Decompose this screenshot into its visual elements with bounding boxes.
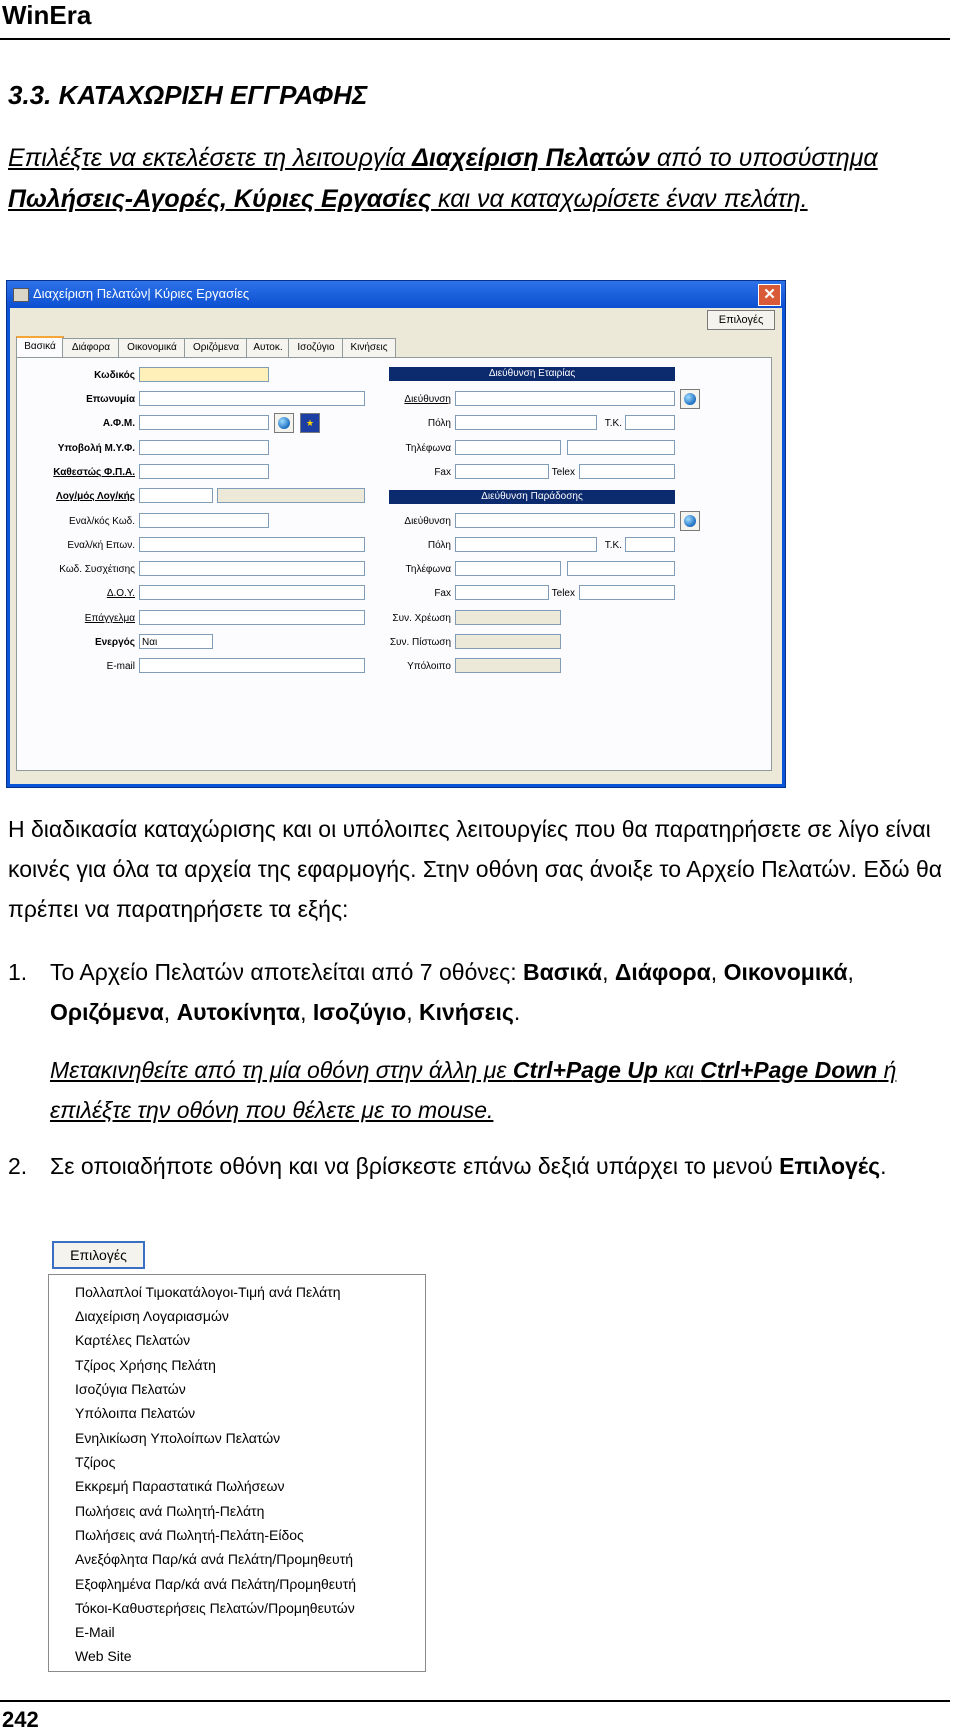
vat-lookup-globe-icon[interactable]	[274, 413, 294, 433]
company-address-header: Διεύθυνση Εταιρίας	[389, 367, 675, 381]
menu-item-email[interactable]: E-Mail	[75, 1624, 115, 1640]
list-item-2-number: 2.	[8, 1153, 28, 1179]
menu-item-interest-delays[interactable]: Τόκοι-Καθυστερήσεις Πελατών/Προμηθευτών	[75, 1600, 355, 1616]
label-company-address: Διεύθυνση	[404, 394, 451, 405]
footer-rule	[0, 1700, 950, 1702]
list-item-1	[8, 952, 950, 1036]
page-number: 242	[2, 1707, 39, 1732]
account-field[interactable]	[139, 488, 213, 503]
delivery-address-header: Διεύθυνση Παράδοσης	[389, 490, 675, 504]
menu-item-balances[interactable]: Υπόλοιπα Πελατών	[75, 1405, 196, 1421]
label-delivery-telex: Telex	[551, 588, 575, 599]
account-description-field	[217, 488, 365, 503]
label-vat-status: Καθεστώς Φ.Π.Α.	[53, 467, 135, 478]
relation-code-field[interactable]	[139, 561, 365, 576]
delivery-city-field[interactable]	[455, 537, 597, 552]
label-company-telex: Telex	[551, 467, 575, 478]
options-menu-button[interactable]: Επιλογές	[52, 1241, 145, 1269]
tab-financial[interactable]: Οικονομικά	[118, 338, 186, 357]
company-city-field[interactable]	[455, 415, 597, 430]
window-title: Διαχείριση Πελατών| Κύριες Εργασίες	[33, 286, 250, 301]
company-address-field[interactable]	[455, 391, 675, 406]
menu-item-price-lists[interactable]: Πολλαπλοί Τιμοκατάλογοι-Τιμή ανά Πελάτη	[75, 1284, 341, 1300]
tab-basic[interactable]: Βασικά	[16, 336, 64, 360]
delivery-postcode-field[interactable]	[625, 537, 675, 552]
menu-item-website[interactable]: Web Site	[75, 1648, 132, 1664]
tax-office-field[interactable]	[139, 585, 365, 600]
menu-item-accounts[interactable]: Διαχείριση Λογαριασμών	[75, 1308, 229, 1324]
label-company-postcode: Τ.Κ.	[604, 418, 622, 429]
total-credit-field	[455, 634, 561, 649]
company-phone2-field[interactable]	[567, 440, 675, 455]
vat-number-field[interactable]	[139, 415, 269, 430]
delivery-telex-field[interactable]	[579, 585, 675, 600]
tab-balance[interactable]: Ισοζύγιο	[288, 338, 344, 357]
menu-item-sales-by-seller-item[interactable]: Πωλήσεις ανά Πωλητή-Πελάτη-Είδος	[75, 1527, 304, 1543]
balance-field	[455, 658, 561, 673]
body-paragraph: Η διαδικασία καταχώρισης και οι υπόλοιπες λειτουργίες που θα παρατηρήσετε σε λίγο είναι κοινές για όλα τα αρχεία της εφαρμογής. Στην οθόνη σας άνοιξε το Αρχείο Πελατών. Εδώ θα πρέπει να παρατηρήσετε τα εξής:	[8, 816, 943, 922]
list-item-2	[8, 1146, 950, 1230]
header-rule	[0, 38, 950, 40]
delivery-map-globe-icon[interactable]	[680, 511, 700, 531]
profession-field[interactable]	[139, 610, 365, 625]
delivery-address-field[interactable]	[455, 513, 675, 528]
myf-field[interactable]	[139, 440, 269, 455]
label-email: E-mail	[106, 661, 135, 672]
tab-cars[interactable]: Αυτοκ.	[246, 338, 290, 357]
menu-item-paid-docs[interactable]: Εξοφλημένα Παρ/κά ανά Πελάτη/Προμηθευτή	[75, 1576, 357, 1592]
label-delivery-fax: Fax	[434, 588, 451, 599]
label-delivery-postcode: Τ.Κ.	[604, 540, 622, 551]
document-header-title: WinEra	[2, 0, 92, 30]
label-alt-code: Εναλ/κός Κωδ.	[69, 516, 135, 527]
label-active: Ενεργός	[94, 637, 135, 648]
options-button[interactable]: Επιλογές	[707, 310, 775, 330]
company-postcode-field[interactable]	[625, 415, 675, 430]
navigation-note: Μετακινηθείτε από τη μία οθόνη στην άλλη με Ctrl+Page Up και Ctrl+Page Down ή επιλέξτε την οθόνη που θέλετε με το mouse.	[50, 1057, 897, 1123]
label-company-city: Πόλη	[427, 418, 451, 429]
eu-flag-icon[interactable]: ★	[300, 413, 320, 433]
label-delivery-phones: Τηλέφωνα	[405, 564, 451, 575]
vat-status-field[interactable]	[139, 464, 269, 479]
company-map-globe-icon[interactable]	[680, 389, 700, 409]
customer-management-window	[6, 280, 786, 788]
label-total-credit: Συν. Πίστωση	[389, 637, 451, 648]
name-field[interactable]	[139, 391, 365, 406]
menu-item-sales-by-seller[interactable]: Πωλήσεις ανά Πωλητή-Πελάτη	[75, 1503, 265, 1519]
close-button[interactable]: ✕	[758, 284, 781, 306]
basic-tab-panel	[16, 357, 772, 771]
list-item-1-number: 1.	[8, 959, 28, 985]
total-debit-field	[455, 610, 561, 625]
options-menu	[48, 1274, 426, 1672]
menu-item-pending-sales[interactable]: Εκκρεμή Παραστατικά Πωλήσεων	[75, 1478, 285, 1494]
code-field[interactable]	[139, 367, 269, 382]
label-account: Λογ/μός Λογ/κής	[56, 491, 135, 502]
app-icon	[13, 288, 29, 302]
delivery-phone2-field[interactable]	[567, 561, 675, 576]
window-titlebar	[7, 281, 785, 308]
window-client-area	[10, 308, 782, 784]
active-field[interactable]: Ναι	[139, 634, 213, 649]
label-alt-name: Εναλ/κή Επων.	[67, 540, 135, 551]
list-item-1-text: Το Αρχείο Πελατών αποτελείται από 7 οθόνες: Βασικά, Διάφορα, Οικονομικά, Οριζόμενα, Αυτοκίνητα, Ισοζύγιο, Κινήσεις.	[50, 959, 854, 1025]
label-company-phones: Τηλέφωνα	[405, 443, 451, 454]
delivery-phone1-field[interactable]	[455, 561, 561, 576]
menu-item-aging[interactable]: Ενηλικίωση Υπολοίπων Πελατών	[75, 1430, 281, 1446]
menu-item-customer-cards[interactable]: Καρτέλες Πελατών	[75, 1332, 191, 1348]
email-field[interactable]	[139, 658, 365, 673]
menu-item-unpaid-docs[interactable]: Ανεξόφλητα Παρ/κά ανά Πελάτη/Προμηθευτή	[75, 1551, 354, 1567]
label-total-debit: Συν. Χρέωση	[392, 613, 451, 624]
label-delivery-city: Πόλη	[427, 540, 451, 551]
tab-misc[interactable]: Διάφορα	[62, 338, 120, 357]
company-phone1-field[interactable]	[455, 440, 561, 455]
intro-paragraph: Επιλέξτε να εκτελέσετε τη λειτουργία Διαχείριση Πελατών από το υποσύστημα Πωλήσεις-Αγορές, Κύριες Εργασίες και να καταχωρίσετε έναν πελάτη.	[8, 144, 878, 213]
company-telex-field[interactable]	[579, 464, 675, 479]
menu-item-year-turnover[interactable]: Τζίρος Χρήσης Πελάτη	[75, 1357, 216, 1373]
menu-item-trial-balances[interactable]: Ισοζύγια Πελατών	[75, 1381, 186, 1397]
label-company-fax: Fax	[434, 467, 451, 478]
list-item-2-text: Σε οποιαδήποτε οθόνη και να βρίσκεστε επάνω δεξιά υπάρχει το μενού Επιλογές.	[50, 1153, 887, 1179]
label-relation-code: Κωδ. Συσχέτισης	[59, 564, 135, 575]
label-vat-number: Α.Φ.Μ.	[102, 418, 135, 429]
alt-name-field[interactable]	[139, 537, 365, 552]
alt-code-field[interactable]	[139, 513, 269, 528]
section-title: 3.3. ΚΑΤΑΧΩΡΙΣΗ ΕΓΓΡΑΦΗΣ	[8, 80, 368, 110]
label-tax-office: Δ.Ο.Υ.	[106, 588, 135, 599]
label-delivery-address: Διεύθυνση	[404, 516, 451, 527]
tab-custom[interactable]: Οριζόμενα	[184, 338, 248, 357]
label-name: Επωνυμία	[86, 394, 135, 405]
label-profession: Επάγγελμα	[84, 613, 135, 624]
menu-item-turnover[interactable]: Τζίρος	[75, 1454, 116, 1470]
label-balance: Υπόλοιπο	[407, 661, 451, 672]
label-myf: Υποβολή Μ.Υ.Φ.	[57, 443, 135, 454]
label-code: Κωδικός	[94, 370, 135, 381]
tab-transactions[interactable]: Κινήσεις	[342, 338, 396, 357]
